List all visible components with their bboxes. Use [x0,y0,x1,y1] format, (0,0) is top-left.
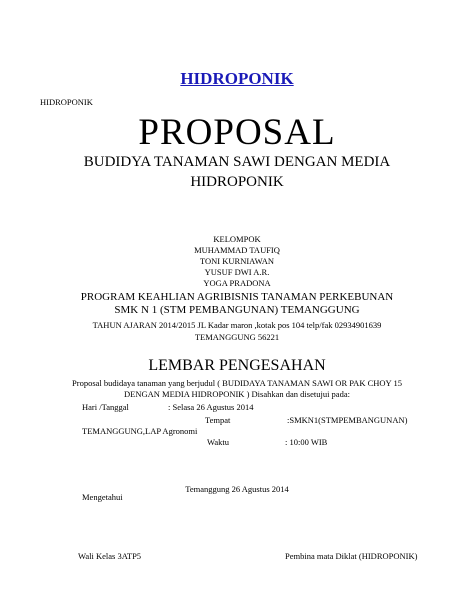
known-by-label: Mengetahui [82,492,123,502]
subtitle-line-2: HIDROPONIK [190,174,284,190]
title-link[interactable]: HIDROPONIK [180,69,294,88]
place-value: :SMKN1(STMPEMBANGUNAN) [287,415,408,425]
signing-date: Temanggung 26 Agustus 2014 [185,484,289,494]
approval-title: LEMBAR PENGESAHAN [148,357,326,374]
time-label: Waktu [207,437,229,447]
signer-homeroom-teacher: Wali Kelas 3ATP5 [78,551,142,561]
date-value: : Selasa 26 Agustus 2014 [168,402,254,412]
place-value-continued: TEMANGGUNG,LAP Agronomi [82,426,198,436]
group-member: YOGA PRADONA [203,278,271,288]
group-heading: KELOMPOK [213,234,261,244]
group-member: MUHAMMAD TAUFIQ [194,245,280,255]
academic-year-line: TAHUN AJARAN 2014/2015 JL Kadar maron ,kotak pos 104 telp/fak 02934901639 [92,320,382,330]
subtitle-line-1: BUDIDYA TANAMAN SAWI DENGAN MEDIA [83,154,391,170]
group-member: YUSUF DWI A.R. [204,267,270,277]
school-line: SMK N 1 (STM PEMBANGUNAN) TEMANGGUNG [114,304,360,316]
city-line: TEMANGGUNG 56221 [194,332,280,342]
small-header-label: HIDROPONIK [40,97,93,107]
signer-subject-teacher: Pembina mata Diklat (HIDROPONIK) [285,551,418,561]
approval-intro-line-2: DENGAN MEDIA HIDROPONIK ) Disahkan dan disetujui pada: [124,389,350,399]
date-label: Hari /Tanggal [82,402,129,412]
program-line: PROGRAM KEAHLIAN AGRIBISNIS TANAMAN PERKEBUNAN [80,291,394,303]
group-member: TONI KURNIAWAN [199,256,274,266]
proposal-title: PROPOSAL [138,112,336,153]
place-label: Tempat [205,415,231,425]
time-value: : 10:00 WIB [285,437,328,447]
approval-intro-line-1: Proposal budidaya tanaman yang berjudul ( BUDIDAYA TANAMAN SAWI OR PAK CHOY 15 [72,378,402,388]
